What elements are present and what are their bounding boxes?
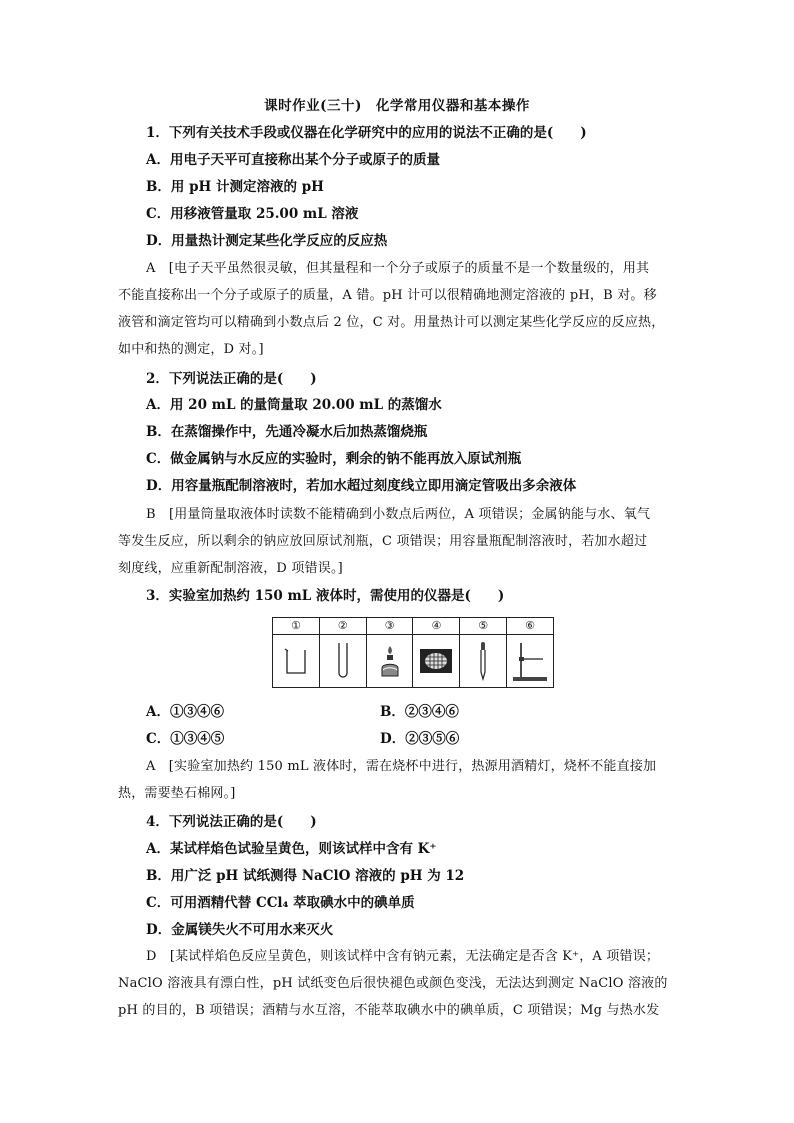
apparatus-number: ④: [413, 618, 459, 635]
q4-answer-line: NaClO 溶液具有漂白性，pH 试纸变色后很快褪色或颜色变浅，无法达到测定 NaClO 溶液的: [118, 976, 668, 991]
q1-option-d: D．用量热计测定某些化学反应的反应热: [146, 233, 388, 249]
q2-option-c: C．做金属钠与水反应的实验时，剩余的钠不能再放入原试剂瓶: [146, 451, 522, 467]
apparatus-number: ⑤: [460, 618, 506, 635]
q2-answer-line: 等发生反应，所以剩余的钠应放回原试剂瓶，C 项错误；用容量瓶配制溶液时，若加水超过: [118, 534, 648, 549]
q4-option-b: B．用广泛 pH 试纸测得 NaClO 溶液的 pH 为 12: [146, 868, 465, 884]
q1-stem: 1．下列有关技术手段或仪器在化学研究中的应用的说法不正确的是( ): [146, 125, 587, 141]
q3-answer-line: A [实验室加热约 150 mL 液体时，需在烧杯中进行，热源用酒精灯，烧杯不能直接加: [146, 759, 657, 774]
q2-stem: 2．下列说法正确的是( ): [146, 371, 317, 387]
iron-stand-icon: [509, 639, 551, 683]
q3-option-b: B．②③④⑥: [380, 704, 459, 720]
asbestos-gauze-icon: [418, 646, 454, 676]
apparatus-table: [272, 617, 554, 688]
apparatus-cell: [320, 618, 367, 687]
q1-answer-line: A [电子天平虽然很灵敏，但其量程和一个分子或原子的质量不是一个数量级的，用其: [146, 261, 650, 276]
q4-answer-line: D [某试样焰色反应呈黄色，则该试样中含有钠元素，无法确定是否含 K⁺，A 项错误；: [146, 949, 660, 964]
q3-option-d: D．②③⑤⑥: [380, 731, 460, 747]
apparatus-number: ③: [367, 618, 413, 635]
apparatus-cell: [507, 618, 553, 687]
q2-option-a: A．用 20 mL 的量筒量取 20.00 mL 的蒸馏水: [146, 397, 442, 413]
apparatus-number: ⑥: [507, 618, 553, 635]
dropper-icon: [476, 640, 490, 682]
apparatus-number: ②: [320, 618, 366, 635]
q3-answer-line: 热，需要垫石棉网。]: [118, 786, 236, 801]
page-title: 课时作业(三十) 化学常用仪器和基本操作: [264, 98, 530, 114]
q4-option-c: C．可用酒精代替 CCl₄ 萃取碘水中的碘单质: [146, 895, 415, 911]
test-tube-icon: [334, 641, 352, 681]
apparatus-cell: [367, 618, 414, 687]
q4-answer-line: pH 的目的，B 项错误；酒精与水互溶，不能萃取碘水中的碘单质，C 项错误；Mg 与热水发: [118, 1003, 660, 1018]
q2-answer-line: 刻度线，应重新配制溶液，D 项错误。]: [118, 561, 343, 576]
q1-option-b: B．用 pH 计测定溶液的 pH: [146, 179, 324, 195]
q4-stem: 4．下列说法正确的是( ): [146, 814, 317, 830]
beaker-icon: [284, 646, 308, 676]
q1-answer-line: 液管和滴定管均可以精确到小数点后 2 位，C 对。用量热计可以测定某些化学反应的反应热，: [118, 315, 665, 330]
q2-option-b: B．在蒸馏操作中，先通冷凝水后加热蒸馏烧瓶: [146, 424, 428, 440]
apparatus-cell: [413, 618, 460, 687]
q4-option-d: D．金属镁失火不可用水来灭火: [146, 922, 334, 938]
q2-answer-line: B [用量筒量取液体时读数不能精确到小数点后两位，A 项错误；金属钠能与水、氧气: [146, 507, 651, 522]
q2-option-d: D．用容量瓶配制溶液时，若加水超过刻度线立即用滴定管吸出多余液体: [146, 478, 577, 494]
q3-option-c: C．①③④⑤: [146, 731, 225, 747]
q1-option-c: C．用移液管量取 25.00 mL 溶液: [146, 206, 359, 222]
apparatus-number: ①: [273, 618, 319, 635]
q4-option-a: A．某试样焰色试验呈黄色，则该试样中含有 K⁺: [146, 841, 437, 857]
alcohol-lamp-icon: [376, 643, 404, 679]
apparatus-cell: [273, 618, 320, 687]
apparatus-cell: [460, 618, 507, 687]
q1-answer-line: 如中和热的测定，D 对。]: [118, 342, 264, 357]
q3-stem: 3．实验室加热约 150 mL 液体时，需使用的仪器是( ): [146, 588, 505, 604]
q1-option-a: A．用电子天平可直接称出某个分子或原子的质量: [146, 152, 440, 168]
q1-answer-line: 不能直接称出一个分子或原子的质量，A 错。pH 计可以很精确地测定溶液的 pH，B 对。移: [118, 288, 657, 303]
q3-option-a: A．①③④⑥: [146, 704, 224, 720]
